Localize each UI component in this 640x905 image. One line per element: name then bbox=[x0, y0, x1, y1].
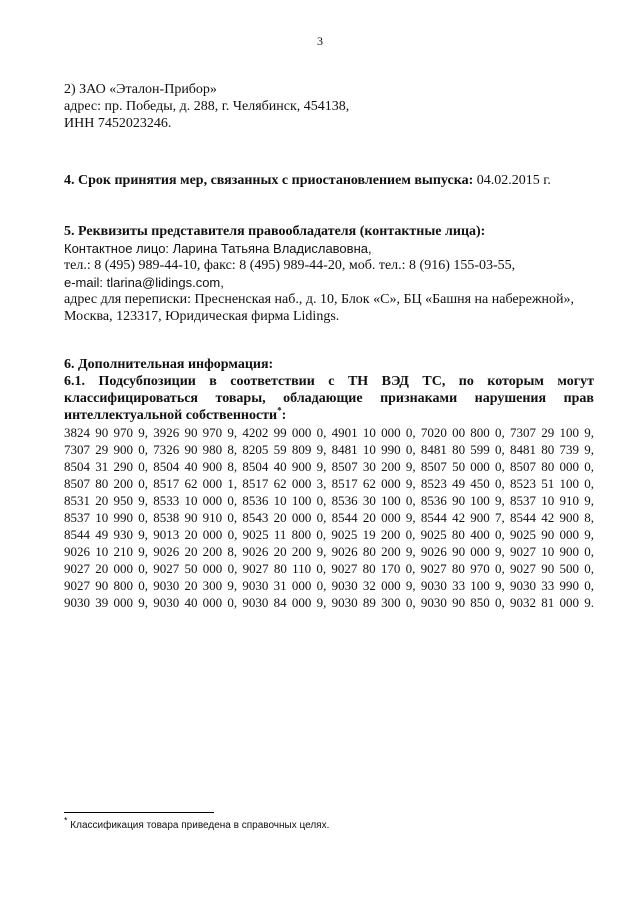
tariff-codes-row: 7307 29 900 0, 7326 90 980 8, 8205 59 809 9, 8481 10 990 0, 8481 80 599 0, 8481 80 739 9, bbox=[64, 442, 594, 457]
tariff-codes-row: 8537 10 990 0, 8538 90 910 0, 8543 20 000 0, 8544 20 000 9, 8544 42 900 7, 8544 42 900 8, bbox=[64, 510, 594, 525]
section-6 bbox=[64, 356, 594, 424]
company-2-inn: ИНН 7452023246. bbox=[64, 116, 172, 131]
section-5-heading: 5. Реквизиты представителя правообладателя (контактные лица): bbox=[64, 224, 486, 239]
section-4-heading: 4. Срок принятия мер, связанных с приостановлением выпуска: bbox=[64, 173, 474, 188]
tariff-codes-row: 3824 90 970 9, 3926 90 970 9, 4202 99 000 0, 4901 10 000 0, 7020 00 800 0, 7307 29 100 9, bbox=[64, 425, 594, 440]
section-4-value: 04.02.2015 г. bbox=[473, 173, 551, 188]
tariff-codes-row: 8531 20 950 9, 8533 10 000 0, 8536 10 100 0, 8536 30 100 0, 8536 90 100 9, 8537 10 910 9, bbox=[64, 493, 594, 508]
footnote bbox=[64, 815, 330, 831]
section-6-1-heading-colon: : bbox=[281, 408, 287, 423]
tariff-codes-list bbox=[64, 424, 594, 611]
section-5-phones: тел.: 8 (495) 989-44-10, факс: 8 (495) 989-44-20, моб. тел.: 8 (916) 155-03-55, bbox=[64, 258, 516, 273]
section-5-address-line-2: Москва, 123317, Юридическая фирма Lidings. bbox=[64, 309, 340, 324]
section-6-heading: 6. Дополнительная информация: bbox=[64, 357, 274, 372]
company-2-name: 2) ЗАО «Эталон-Прибор» bbox=[64, 82, 217, 97]
section-5-contact: Контактное лицо: Ларина Татьяна Владиславовна, bbox=[64, 241, 372, 256]
footnote-divider bbox=[64, 812, 214, 813]
section-5 bbox=[64, 223, 594, 325]
tariff-codes-row: 8544 49 930 9, 9013 20 000 0, 9025 11 800 0, 9025 19 200 0, 9025 80 400 0, 9025 90 000 9, bbox=[64, 527, 594, 542]
footnote-reference-mark: * bbox=[277, 405, 282, 416]
section-6-1-heading-line-2: классифицироваться товары, обладающие признаками нарушения прав bbox=[64, 391, 594, 406]
tariff-codes-row: 9027 90 800 0, 9030 20 300 9, 9030 31 000 0, 9030 32 000 9, 9030 33 100 9, 9030 33 990 0, bbox=[64, 578, 594, 593]
tariff-codes-row: 9027 20 000 0, 9027 50 000 0, 9027 80 110 0, 9027 80 170 0, 9027 80 970 0, 9027 90 500 0, bbox=[64, 561, 594, 576]
section-5-address-line-1: адрес для переписки: Пресненская наб., д. 10, Блок «С», БЦ «Башня на набережной», bbox=[64, 292, 574, 307]
section-5-email: e-mail: tlarina@lidings.com, bbox=[64, 275, 224, 290]
company-2-address: адрес: пр. Победы, д. 288, г. Челябинск, 454138, bbox=[64, 99, 350, 114]
footnote-text: Классификация товара приведена в справочных целях. bbox=[67, 820, 330, 831]
section-6-1-heading-line-1: 6.1. Подсубпозиции в соответствии с ТН ВЭД ТС, по которым могут bbox=[64, 374, 594, 389]
section-6-1-heading-line-3: интеллектуальной собственности bbox=[64, 408, 278, 423]
tariff-codes-row: 8504 31 290 0, 8504 40 900 8, 8504 40 900 9, 8507 30 200 9, 8507 50 000 0, 8507 80 000 0, bbox=[64, 459, 594, 474]
footnote-mark: * bbox=[64, 815, 68, 826]
section-4 bbox=[64, 172, 594, 189]
tariff-codes-row: 9030 39 000 9, 9030 40 000 0, 9030 84 000 9, 9030 89 300 0, 9030 90 850 0, 9032 81 000 9. bbox=[64, 595, 594, 610]
tariff-codes-row: 8507 80 200 0, 8517 62 000 1, 8517 62 000 3, 8517 62 000 9, 8523 49 450 0, 8523 51 100 0, bbox=[64, 476, 594, 491]
tariff-codes-row: 9026 10 210 9, 9026 20 200 8, 9026 20 200 9, 9026 80 200 9, 9026 90 000 9, 9027 10 900 0, bbox=[64, 544, 594, 559]
page-number: 3 bbox=[317, 34, 323, 48]
company-2-block bbox=[64, 81, 594, 132]
